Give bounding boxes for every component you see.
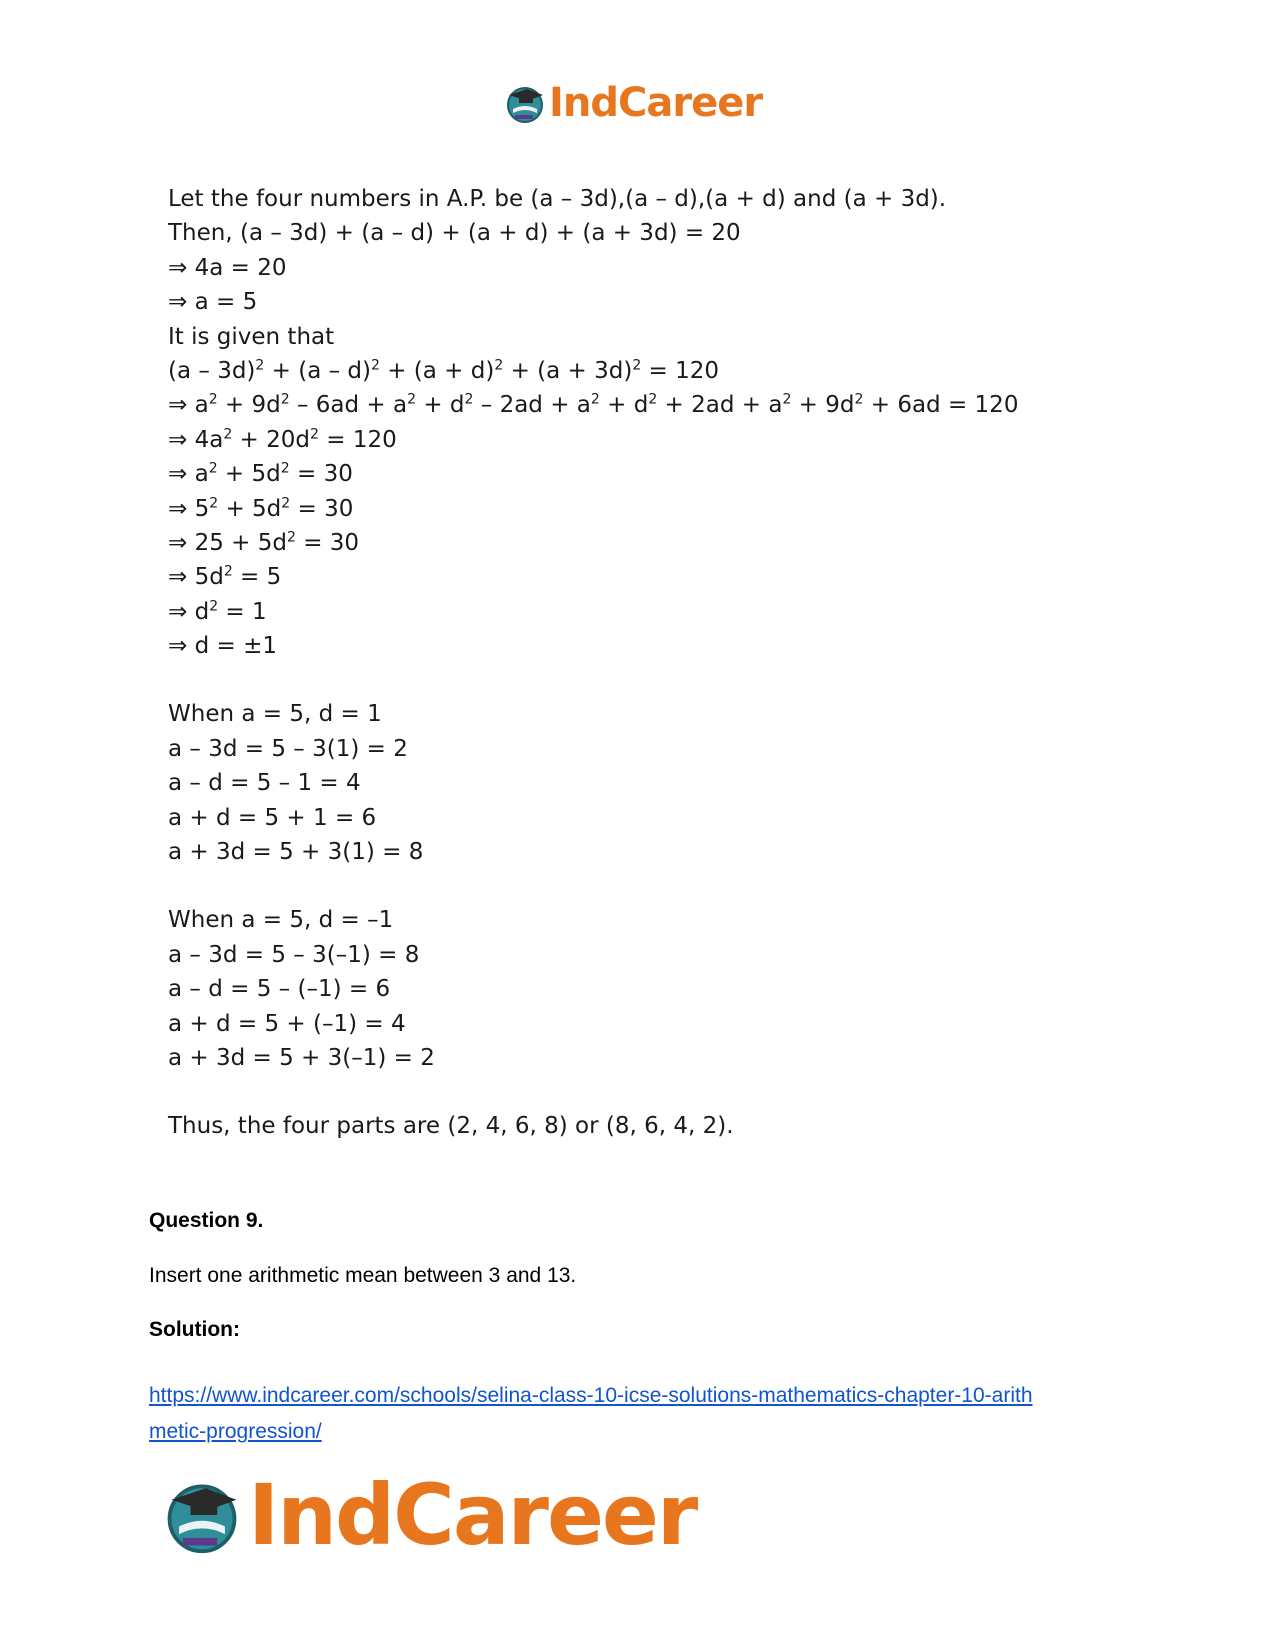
math-line: ⇒ $a^2 + 9d^2 - 6ad + a^2 + d^2 - 2ad + a^2 + d^2 + 2ad + a^2 + 9d^2 + 6ad = 120$ <box>168 391 1019 419</box>
math-line: a – 3d = 5 – 3(–1) = 8 <box>168 941 420 968</box>
math-line: When a = 5, d = 1 <box>168 701 382 728</box>
math-line: a + 3d = 5 + 3(1) = 8 <box>168 839 424 866</box>
math-line: ⇒ $4a^2 + 20d^2 = 120$ <box>168 426 397 453</box>
solution-math-block <box>168 182 1018 1144</box>
math-line: ⇒ $5^2 + 5d^2 = 30$ <box>168 494 354 522</box>
footer-logo-text: IndCareer <box>248 1466 697 1564</box>
math-line: ⇒ $a^2 + 5d^2 = 30$ <box>168 460 353 488</box>
math-line: $(a - 3d)^2 + (a - d)^2 + (a + d)^2 + (a + 3d)^2 = 120$ <box>168 357 720 384</box>
math-line: ⇒ $25 + 5d^2 = 30$ <box>168 529 360 556</box>
math-line: Let the four numbers in A.P. be (a – 3d),(a – d),(a + d) and (a + 3d). <box>168 186 947 212</box>
math-gap <box>168 869 1018 903</box>
globe-cap-icon <box>160 1473 244 1557</box>
question-text: Insert one arithmetic mean between 3 and 13. <box>149 1264 577 1287</box>
math-line: When a = 5, d = –1 <box>168 907 394 934</box>
math-line: a + d = 5 + (–1) = 4 <box>168 1010 406 1037</box>
math-line: Thus, the four parts are (2, 4, 6, 8) or (8, 6, 4, 2). <box>168 1113 734 1140</box>
math-line: a + d = 5 + 1 = 6 <box>168 804 377 831</box>
solution-link-line-1[interactable]: https://www.indcareer.com/schools/selina-class-10-icse-solutions-mathematics-chapter-10-arith <box>149 1384 1033 1407</box>
header-logo-text: IndCareer <box>549 80 763 126</box>
math-gap <box>168 663 1018 697</box>
solution-label: Solution: <box>149 1318 240 1341</box>
solution-link[interactable] <box>149 1378 1139 1450</box>
math-line: Then, (a – 3d) + (a – d) + (a + d) + (a + 3d) = 20 <box>168 220 741 247</box>
math-line: a – 3d = 5 – 3(1) = 2 <box>168 735 408 762</box>
question-title: Question 9. <box>149 1209 264 1232</box>
math-line: a – d = 5 – 1 = 4 <box>168 770 361 797</box>
math-gap <box>168 1075 1018 1109</box>
globe-cap-icon <box>503 81 547 125</box>
header-logo <box>503 78 762 128</box>
math-line: ⇒ $5d^2 = 5$ <box>168 563 282 591</box>
solution-link-line-2[interactable]: metic-progression/ <box>149 1420 322 1443</box>
footer-logo <box>160 1465 696 1565</box>
math-line: a + 3d = 5 + 3(–1) = 2 <box>168 1044 435 1071</box>
math-line: ⇒ 4a = 20 <box>168 254 287 281</box>
math-line: ⇒ $d^2 = 1$ <box>168 598 267 625</box>
math-line: It is given that <box>168 323 335 350</box>
math-line: ⇒ a = 5 <box>168 289 258 316</box>
math-line: a – d = 5 – (–1) = 6 <box>168 976 391 1003</box>
math-line: ⇒ d = ±1 <box>168 633 277 660</box>
